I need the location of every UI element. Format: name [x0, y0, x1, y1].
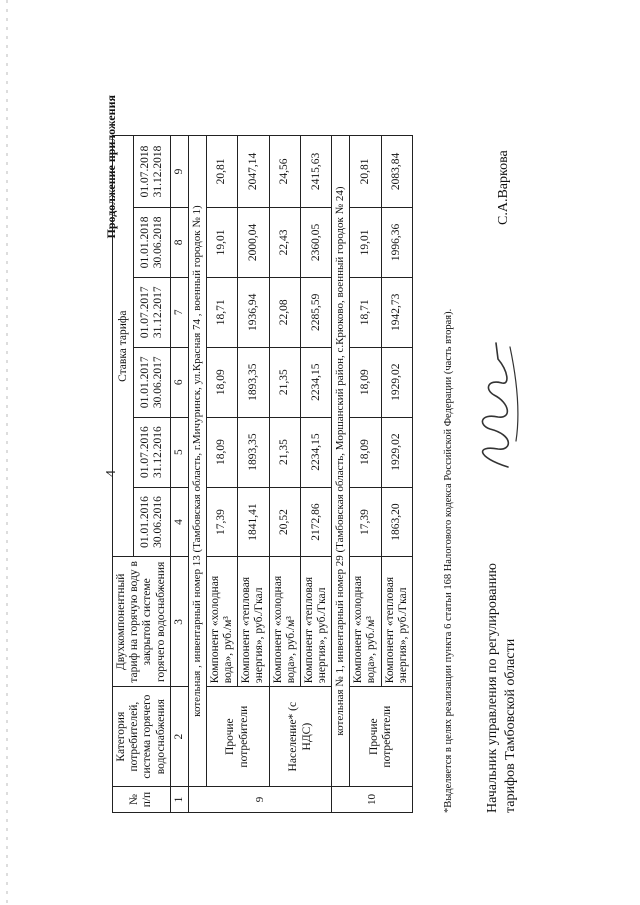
header-period: 01.07.2018 31.12.2018 [134, 136, 171, 208]
value-cell: 18,71 [350, 277, 381, 347]
continuation-label: Продолжение приложения [104, 95, 118, 239]
value-cell: 2000,04 [238, 207, 269, 277]
value-cell: 1942,73 [381, 277, 412, 347]
signatory-title [484, 563, 519, 813]
value-cell: 24,56 [269, 136, 300, 208]
section-title-row [189, 136, 207, 813]
value-cell: 21,35 [269, 417, 300, 487]
header-period: 01.01.2017 30.06.2017 [134, 347, 171, 417]
section-title-row [332, 136, 350, 813]
value-cell: 18,09 [350, 417, 381, 487]
value-cell: 1929,02 [381, 417, 412, 487]
column-numbers-row [170, 136, 188, 813]
column-number: 7 [170, 277, 188, 347]
value-cell: 17,39 [350, 487, 381, 557]
value-cell: 17,39 [206, 487, 237, 557]
value-cell: 18,09 [350, 347, 381, 417]
column-number: 3 [170, 557, 188, 687]
value-cell: 19,01 [350, 207, 381, 277]
section-title: котельная № 1, инвентарный номер 29 (Тамбовская область, Моршанский район, с.Крюково, военный городок № 24) [332, 136, 350, 787]
category-cell: Прочие потребители [206, 687, 269, 787]
value-cell: 1863,20 [381, 487, 412, 557]
row-number: 10 [332, 787, 413, 813]
header-rate-group: Ставка тарифа [113, 136, 134, 557]
column-number: 5 [170, 417, 188, 487]
header-period: 01.07.2017 31.12.2017 [134, 277, 171, 347]
table-row [350, 136, 381, 813]
page-number: 4 [104, 470, 119, 477]
column-number: 8 [170, 207, 188, 277]
scan-margin-marks [6, 0, 8, 905]
component-cell: Компонент «холодная вода», руб./м³ [269, 557, 300, 687]
value-cell: 22,08 [269, 277, 300, 347]
value-cell: 18,71 [206, 277, 237, 347]
handwritten-signature [468, 335, 524, 475]
signatory-title-line: тарифов Тамбовской области [502, 638, 518, 813]
column-number: 1 [170, 787, 188, 813]
header-tariff: Двухкомпонентный тариф на горячую воду в закрытой системе горячего водоснабжения [113, 557, 171, 687]
value-cell: 1936,94 [238, 277, 269, 347]
value-cell: 2234,15 [301, 417, 332, 487]
value-cell: 2360,05 [301, 207, 332, 277]
column-number: 2 [170, 687, 188, 787]
table-row [269, 136, 300, 813]
signatory-name: С.А.Варкова [496, 150, 511, 225]
value-cell: 2234,15 [301, 347, 332, 417]
value-cell: 20,81 [350, 136, 381, 208]
value-cell: 20,52 [269, 487, 300, 557]
value-cell: 2083,84 [381, 136, 412, 208]
section-title: котельная , инвентарный номер 13 (Тамбовская область, г.Мичуринск, ул.Красная 74 , военный городок № 1) [189, 136, 207, 787]
value-cell: 2415,63 [301, 136, 332, 208]
value-cell: 18,09 [206, 347, 237, 417]
value-cell: 1841,41 [238, 487, 269, 557]
component-cell: Компонент «тепловая энергия», руб./Гкал [238, 557, 269, 687]
rotated-content [100, 95, 520, 815]
value-cell: 2172,86 [301, 487, 332, 557]
component-cell: Компонент «холодная вода», руб./м³ [350, 557, 381, 687]
value-cell: 19,01 [206, 207, 237, 277]
component-cell: Компонент «тепловая энергия», руб./Гкал [381, 557, 412, 687]
value-cell: 18,09 [206, 417, 237, 487]
row-number: 9 [189, 787, 332, 813]
header-row-1 [113, 136, 134, 813]
column-number: 9 [170, 136, 188, 208]
category-cell: Прочие потребители [350, 687, 413, 787]
value-cell: 2285,59 [301, 277, 332, 347]
column-number: 4 [170, 487, 188, 557]
value-cell: 1893,35 [238, 417, 269, 487]
footnote: *Выделяется в целях реализации пункта 6 статьи 168 Налогового кодекса Российской Федерации (часть вторая). [443, 308, 454, 813]
value-cell: 2047,14 [238, 136, 269, 208]
value-cell: 20,81 [206, 136, 237, 208]
component-cell: Компонент «холодная вода», руб./м³ [206, 557, 237, 687]
tariff-table [112, 135, 413, 813]
header-num: № п/п [113, 787, 171, 813]
value-cell: 22,43 [269, 207, 300, 277]
header-period: 01.07.2016 31.12.2016 [134, 417, 171, 487]
value-cell: 21,35 [269, 347, 300, 417]
table-row [206, 136, 237, 813]
header-period: 01.01.2018 30.06.2018 [134, 207, 171, 277]
value-cell: 1996,36 [381, 207, 412, 277]
signatory-title-line: Начальник управления по регулированию [485, 563, 500, 813]
column-number: 6 [170, 347, 188, 417]
header-category: Категория потребителей, система горячего водоснабжения [113, 687, 171, 787]
category-cell: Население* (с НДС) [269, 687, 332, 787]
value-cell: 1929,02 [381, 347, 412, 417]
header-period: 01.01.2016 30.06.2016 [134, 487, 171, 557]
value-cell: 1893,35 [238, 347, 269, 417]
component-cell: Компонент «тепловая энергия», руб./Гкал [301, 557, 332, 687]
